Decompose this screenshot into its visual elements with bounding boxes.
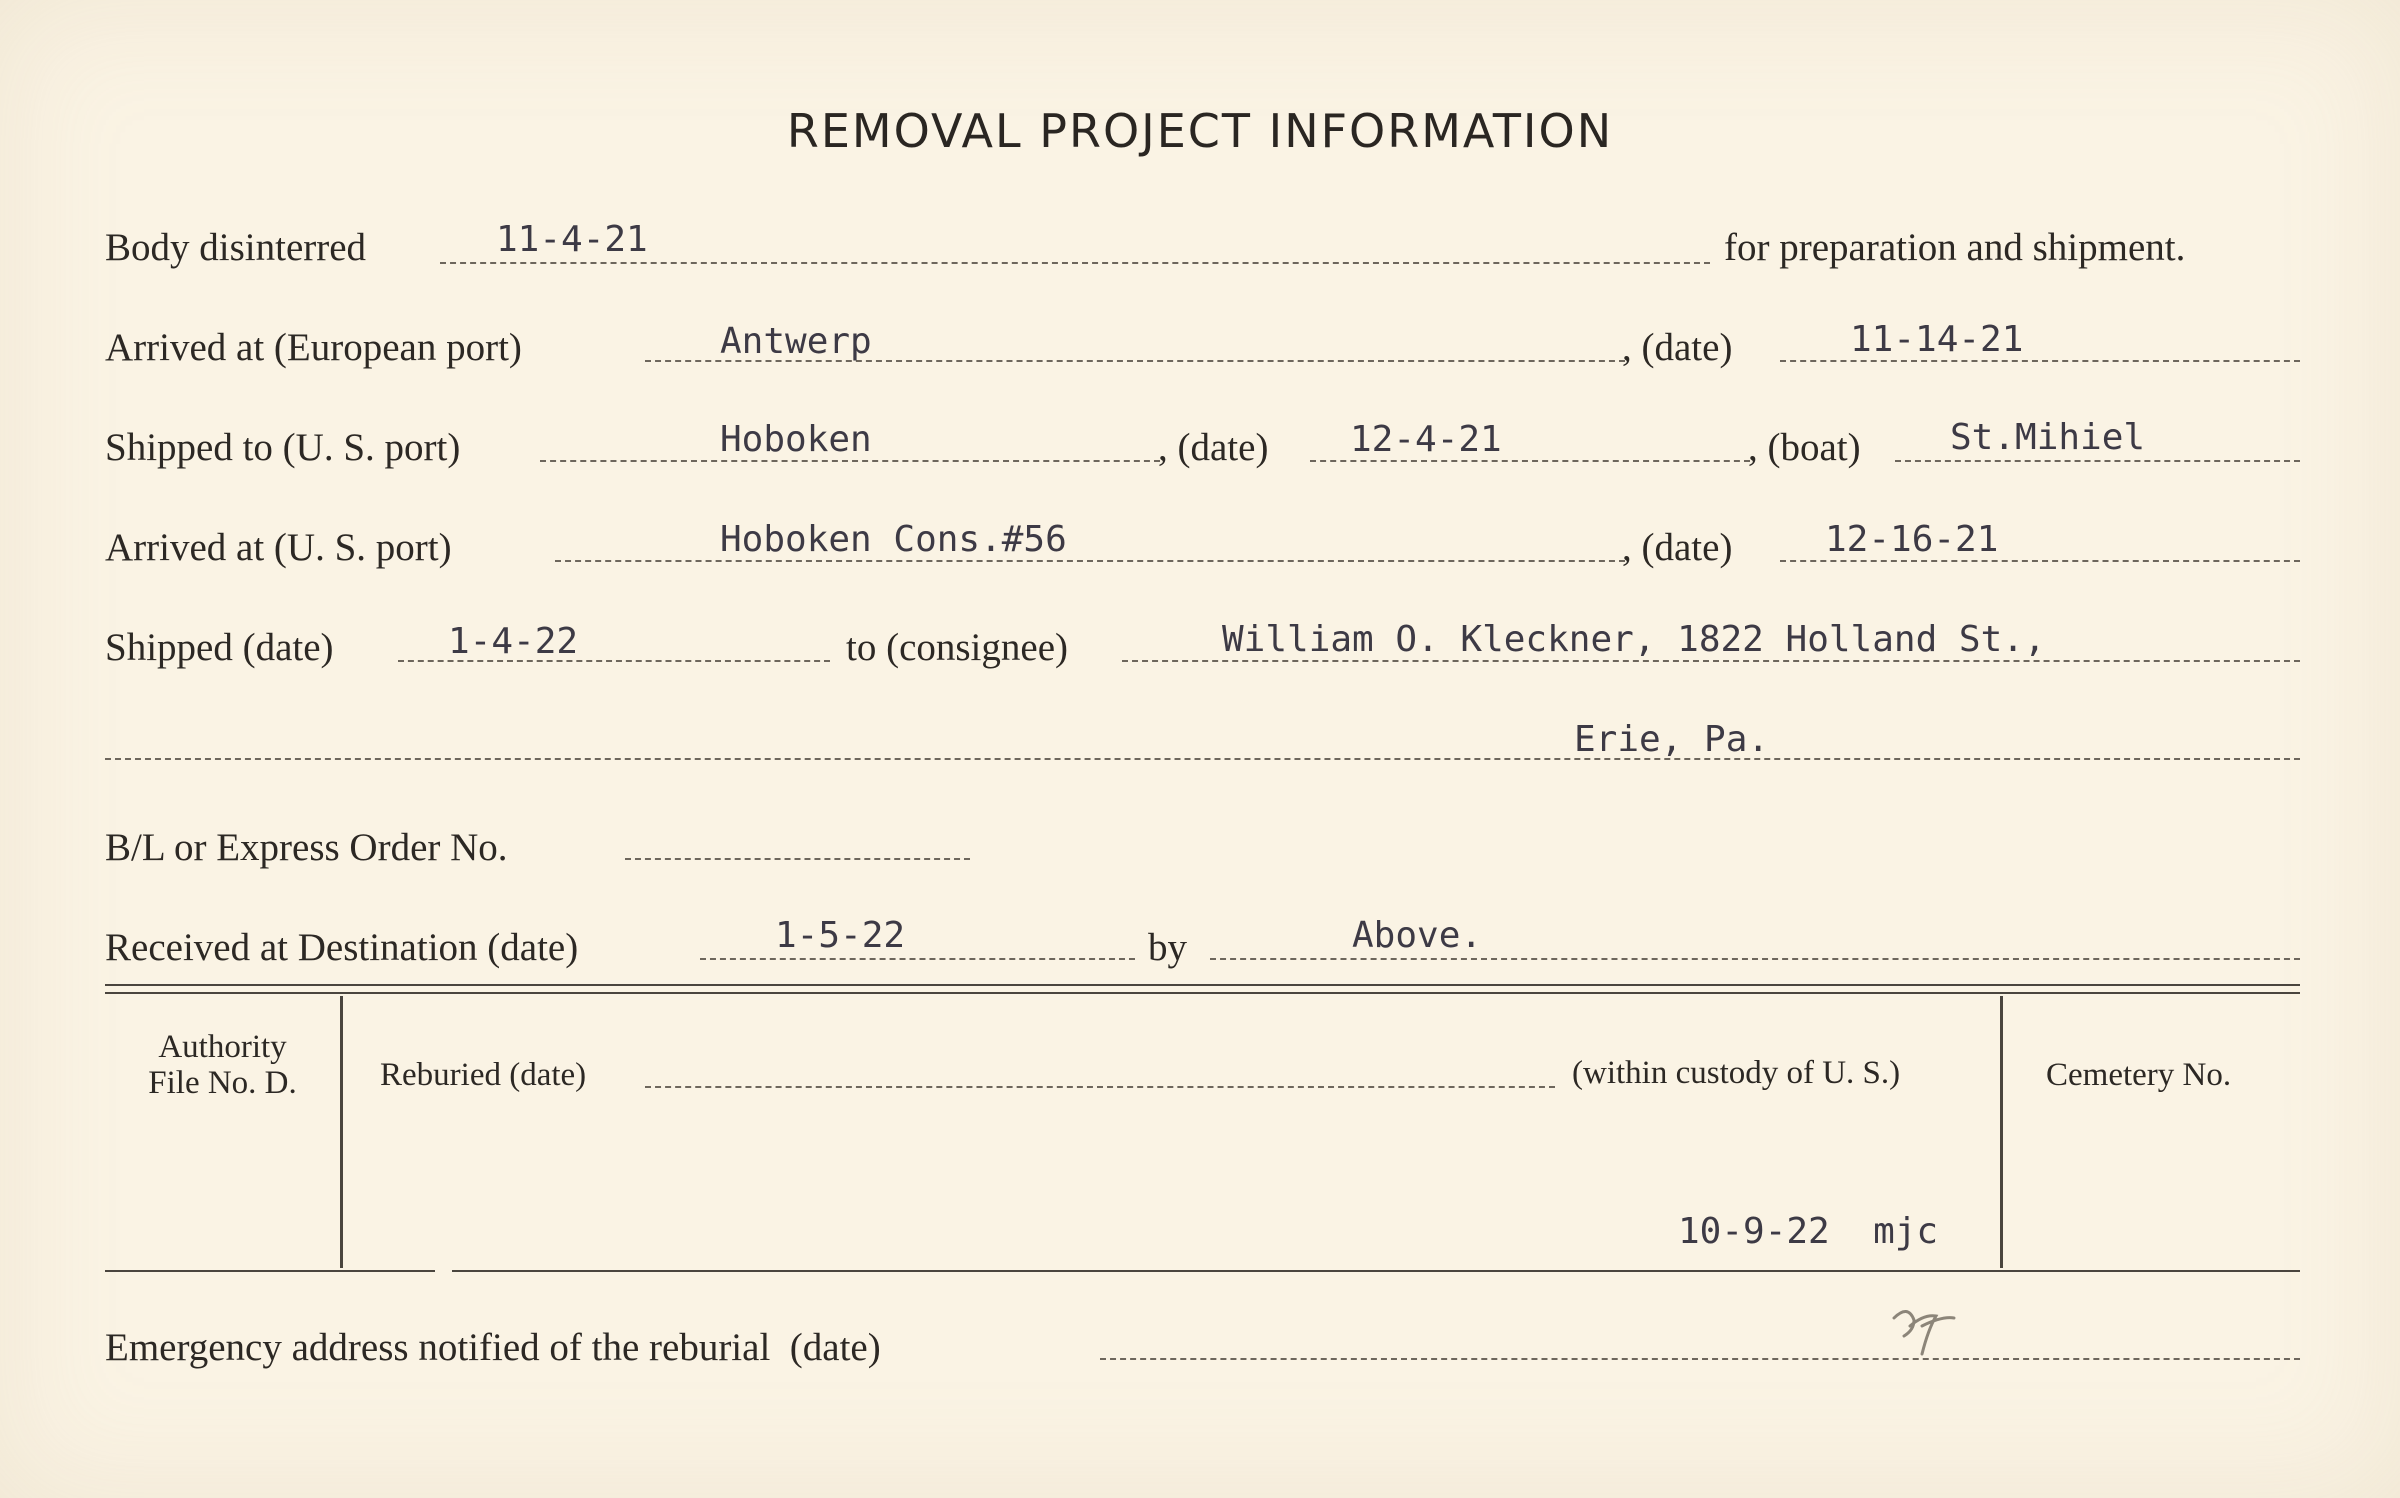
authority-label: Authority File No. D. [148, 1029, 297, 1101]
express-order-line [625, 858, 970, 860]
body-disinterred-label: Body disinterred [105, 226, 367, 269]
european-date-value: 11-14-21 [1850, 319, 2024, 360]
arrived-date-label: , (date) [1622, 526, 1733, 569]
european-date-line [1780, 360, 2300, 362]
us-port-shipped-label: Shipped to (U. S. port) [105, 426, 461, 469]
european-port-value: Antwerp [720, 321, 872, 362]
consignee-value: William O. Kleckner, 1822 Holland St., [1222, 619, 2046, 660]
received-line [700, 958, 1135, 960]
custody-label: (within custody of U. S.) [1572, 1055, 1901, 1091]
us-port-arrived-value: Hoboken Cons.#56 [720, 519, 1067, 560]
card-title: REMOVAL PROJECT INFORMATION [786, 104, 1614, 158]
consignee-line [1122, 660, 2300, 662]
consignee-city-value: Erie, Pa. [1574, 719, 1770, 760]
by-label: by [1148, 926, 1187, 969]
boat-line [1895, 460, 2300, 462]
reburied-line [645, 1086, 1555, 1088]
received-value: 1-5-22 [775, 915, 906, 956]
reburied-label: Reburied (date) [380, 1057, 587, 1093]
cemetery-label: Cemetery No. [2046, 1057, 2232, 1093]
us-port-arrived-label: Arrived at (U. S. port) [105, 526, 452, 569]
consignee-continued-line [105, 758, 2300, 760]
arrived-date-line [1780, 560, 2300, 562]
table-top-rule [105, 984, 2300, 986]
table-top-rule-2 [105, 992, 2300, 994]
by-value: Above. [1352, 915, 1483, 956]
table-divider-left [340, 996, 343, 1268]
boat-value: St.Mihiel [1950, 417, 2146, 458]
emergency-address-label: Emergency address notified of the reburial (date) [105, 1326, 881, 1369]
pencil-mark [1884, 1296, 1984, 1376]
table-divider-right [2000, 996, 2003, 1268]
shipped-date-label: , (date) [1158, 426, 1269, 469]
shipped-date-value: 12-4-21 [1350, 419, 1502, 460]
european-port-label: Arrived at (European port) [105, 326, 522, 369]
emergency-address-line [1100, 1358, 2300, 1360]
us-port-arrived-line [555, 560, 1625, 562]
arrived-date-value: 12-16-21 [1825, 519, 1999, 560]
body-disinterred-value: 11-4-21 [496, 219, 648, 260]
body-disinterred-line [440, 262, 1710, 264]
shipped-date-line [1310, 460, 1750, 462]
consignee-label: to (consignee) [846, 626, 1069, 669]
received-label: Received at Destination (date) [105, 926, 579, 969]
by-line [1210, 958, 2300, 960]
preparation-suffix: for preparation and shipment. [1724, 226, 2186, 269]
shipped-label: Shipped (date) [105, 626, 334, 669]
boat-label: , (boat) [1748, 426, 1861, 469]
european-date-label: , (date) [1622, 326, 1733, 369]
us-port-shipped-value: Hoboken [720, 419, 872, 460]
express-order-label: B/L or Express Order No. [105, 826, 508, 869]
table-bottom-rule-right [452, 1270, 2300, 1272]
us-port-shipped-line [540, 460, 1160, 462]
shipped-value: 1-4-22 [448, 621, 579, 662]
filed-stamp: 10-9-22 mjc [1678, 1211, 1939, 1252]
table-bottom-rule-left [105, 1270, 435, 1272]
